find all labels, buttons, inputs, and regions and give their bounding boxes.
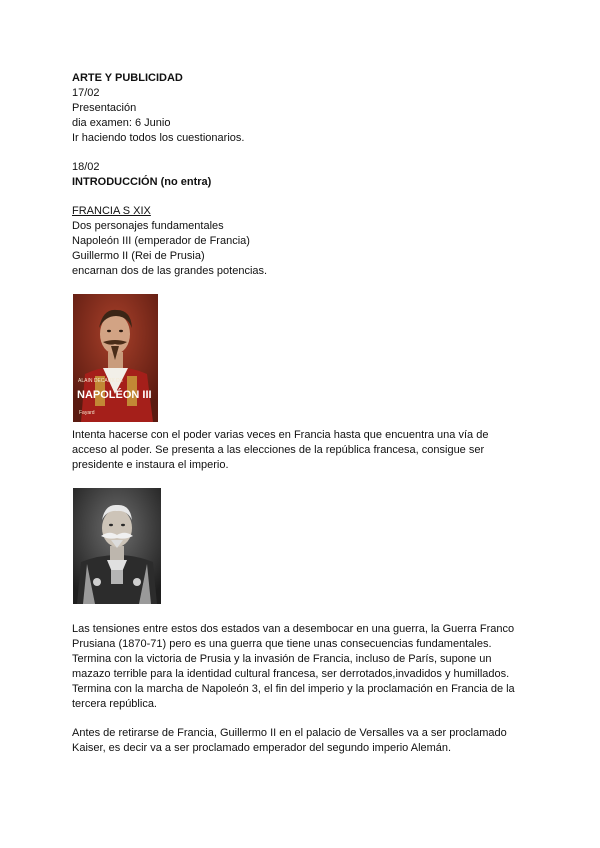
line-examen: dia examen: 6 Junio <box>72 117 171 129</box>
francia-line: Dos personajes fundamentales <box>72 220 224 232</box>
document-title: ARTE Y PUBLICIDAD <box>72 72 183 84</box>
francia-section <box>72 204 532 279</box>
book-author-label: ALAIN DECAUX DE <box>78 378 124 384</box>
book-publisher-label: Fayard <box>79 410 95 416</box>
header-block <box>72 71 532 146</box>
francia-line: encarnan dos de las grandes potencias. <box>72 265 268 277</box>
francia-line: Guillermo II (Rei de Prusia) <box>72 250 205 262</box>
kaiser-paragraph: Antes de retirarse de Francia, Guillermo II en el palacio de Versalles va a ser proclamado Kaiser, es decir va a ser proclamado emperador del segundo imperio Alemán. <box>72 727 507 754</box>
tensiones-paragraph: Las tensiones entre estos dos estados van a desembocar en una guerra, la Guerra Franco Prusiana (1870-71) pero es una guerra que tiene unas consecuencias fundamentales. Termina con la victoria de Prusia y la invasión de Francia, incluso de París, supone un mazazo terrible para la identidad cultural francesa, ser derrotados,invadidos y humillados. Termina con la marcha de Napoleón 3, el fin del imperio y la proclamación en Francia de la tercera república. <box>72 623 515 710</box>
kaiser-paragraph-block <box>72 726 524 756</box>
intro-section <box>72 160 532 190</box>
francia-line: Napoleón III (emperador de Francia) <box>72 235 250 247</box>
date-18-02: 18/02 <box>72 161 100 173</box>
intro-heading: INTRODUCCIÓN (no entra) <box>72 176 212 188</box>
napoleon-paragraph: Intenta hacerse con el poder varias veces en Francia hasta que encuentra una vía de acceso al poder. Se presenta a las elecciones de la república francesa, consigue ser presidente e instaura el imperio. <box>72 429 489 471</box>
date-17-02: 17/02 <box>72 87 100 99</box>
guillermo-portrait-image <box>73 488 161 604</box>
francia-heading: FRANCIA S XIX <box>72 205 151 217</box>
tensiones-paragraph-block <box>72 622 524 712</box>
napoleon-portrait-image <box>73 294 158 422</box>
line-cuestionarios: Ir haciendo todos los cuestionarios. <box>72 132 245 144</box>
line-presentacion: Presentación <box>72 102 137 114</box>
book-title-label: NAPOLÉON III <box>77 389 152 401</box>
napoleon-paragraph-block <box>72 428 522 473</box>
